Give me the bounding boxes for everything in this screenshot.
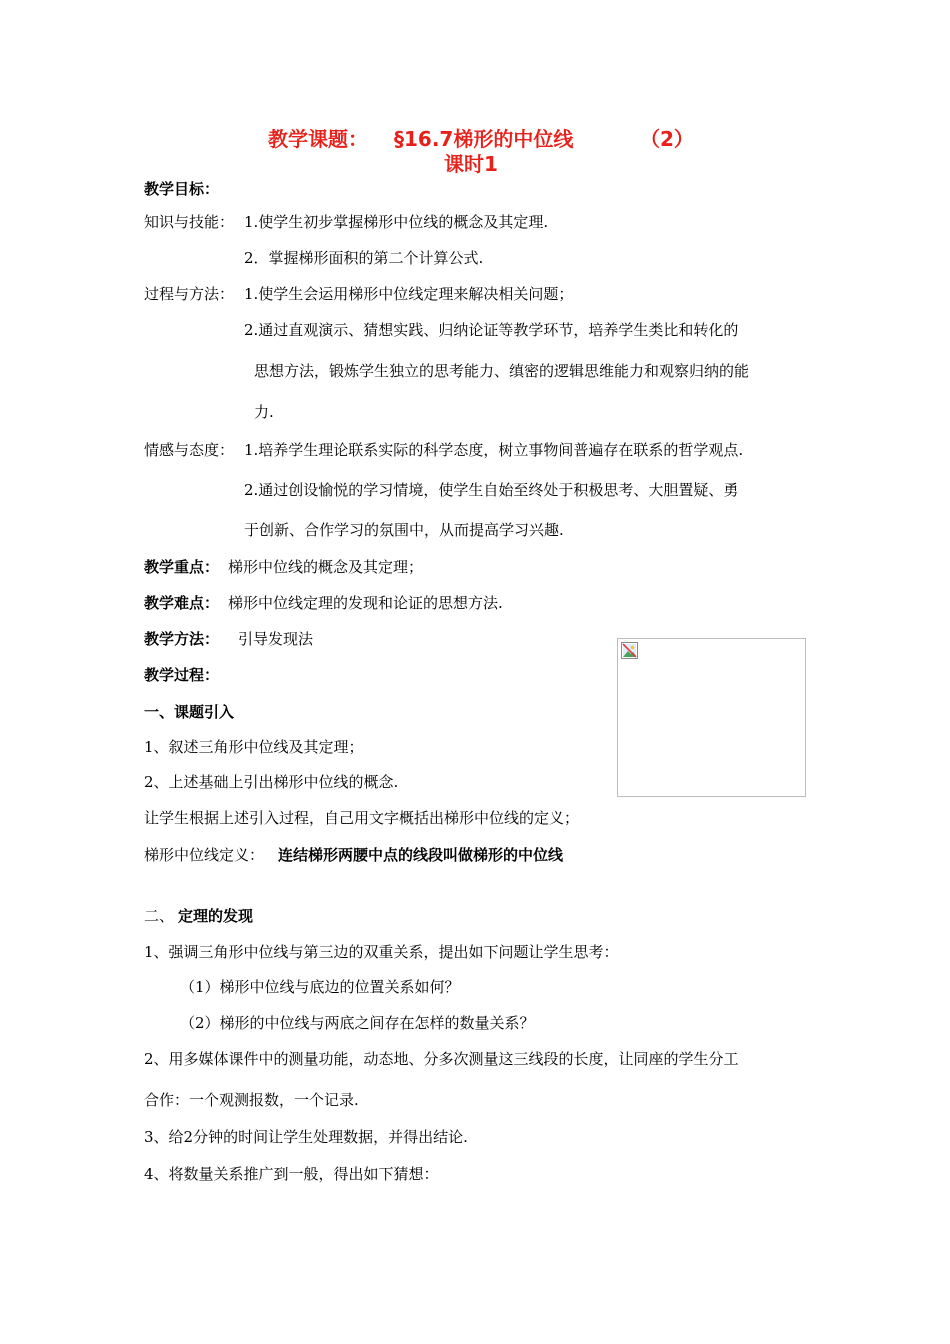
method-text: 引导发现法 [238,630,314,648]
attitude-label: 情感与态度： [144,441,235,459]
section2-item-1: 1、强调三角形中位线与第三边的双重关系，提出如下问题让学生思考： [144,943,619,961]
broken-image-icon [621,642,638,659]
title-label: 教学课题： [268,127,368,151]
key-point-text: 梯形中位线的概念及其定理； [228,558,424,576]
difficulty-text: 梯形中位线定理的发现和论证的思想方法. [228,594,503,612]
attitude-line-1: 1.培养学生理论联系实际的科学态度，树立事物间普遍存在联系的哲学观点. [244,441,744,459]
section2-item-2a: 2、用多媒体课件中的测量功能，动态地、分多次测量这三线段的长度，让同座的学生分工 [144,1050,739,1068]
method-label: 教学方法： [144,630,220,648]
section2-item-2b: 合作：一个观测报数，一个记录. [144,1091,359,1109]
section2-heading: 定理的发现 [178,907,254,925]
difficulty-label: 教学难点： [144,594,220,612]
section2-question-2: （2）梯形的中位线与两底之间存在怎样的数量关系？ [180,1014,535,1032]
process-line-4: 力. [254,403,274,421]
section2-item-3: 3、给2分钟的时间让学生处理数据，并得出结论. [144,1128,468,1146]
definition-label: 梯形中位线定义： [144,846,265,864]
objectives-heading: 教学目标： [144,180,220,198]
section1-heading: 一、课题引入 [144,703,235,721]
title-topic: §16.7梯形的中位线 [394,127,574,151]
section1-item-2: 2、上述基础上引出梯形中位线的概念. [144,773,399,791]
section2-number: 二、 [144,907,175,925]
figure-image [617,638,806,797]
process-label: 过程与方法： [144,285,235,303]
key-point-label: 教学重点： [144,558,220,576]
section1-paragraph: 让学生根据上述引入过程，自己用文字概括出梯形中位线的定义； [144,809,580,827]
process-line-1: 1.使学生会运用梯形中位线定理来解决相关问题； [244,285,574,303]
process-line-3: 思想方法，锻炼学生独立的思考能力、缜密的逻辑思维能力和观察归纳的能 [254,362,750,380]
title-lesson: 课时1 [444,152,498,176]
attitude-line-3: 于创新、合作学习的氛围中，从而提高学习兴趣. [244,521,564,539]
title-part: （2） [640,127,694,151]
process-heading: 教学过程： [144,666,220,684]
process-line-2: 2.通过直观演示、猜想实践、归纳论证等教学环节，培养学生类比和转化的 [244,321,739,339]
attitude-line-2: 2.通过创设愉悦的学习情境，使学生自始至终处于积极思考、大胆置疑、勇 [244,481,739,499]
section2-question-1: （1）梯形中位线与底边的位置关系如何？ [180,978,460,996]
definition-text: 连结梯形两腰中点的线段叫做梯形的中位线 [278,846,564,864]
section2-item-4: 4、将数量关系推广到一般，得出如下猜想： [144,1165,439,1183]
knowledge-line-1: 1.使学生初步掌握梯形中位线的概念及其定理. [244,213,549,231]
section1-item-1: 1、叙述三角形中位线及其定理； [144,738,364,756]
knowledge-label: 知识与技能： [144,213,235,231]
knowledge-line-2: 2．掌握梯形面积的第二个计算公式. [244,249,484,267]
